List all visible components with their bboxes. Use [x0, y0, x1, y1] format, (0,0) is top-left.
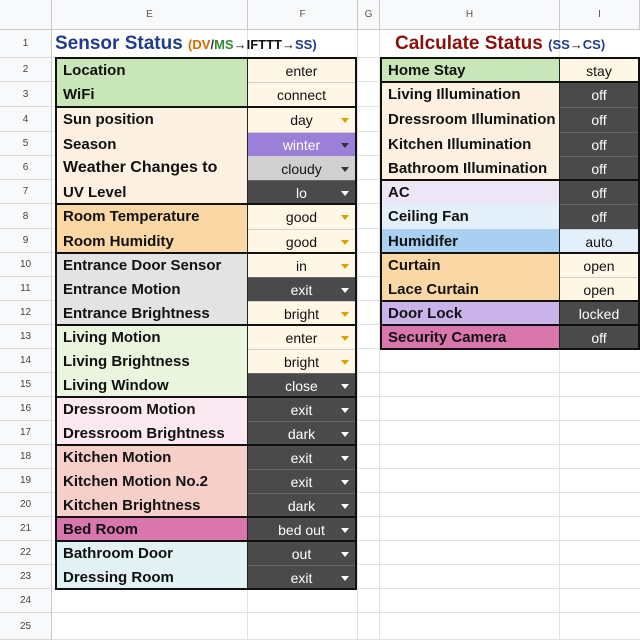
sensor-label-living-motion: Living Motion: [57, 325, 248, 349]
sensor-value-text: enter: [285, 329, 318, 346]
gridline-row: [52, 613, 640, 640]
subtitle-open: (: [548, 37, 553, 52]
row-header-20[interactable]: 20: [0, 493, 52, 517]
row-header-25[interactable]: 25: [0, 613, 52, 640]
sensor-value-text: bed out: [278, 521, 325, 538]
column-header-i[interactable]: I: [560, 0, 640, 30]
calc-label-humidifer: Humidifer: [382, 229, 560, 253]
row-header-22[interactable]: 22: [0, 541, 52, 565]
sensor-group-border: [55, 324, 357, 398]
subtitle-dv: DV: [192, 37, 211, 52]
calc-value-text: auto: [585, 233, 613, 250]
calc-value-text: off: [591, 209, 607, 225]
sensor-label-dressroom-motion: Dressroom Motion: [57, 397, 248, 421]
calc-label-ac: AC: [382, 180, 560, 204]
subtitle-cs: CS: [582, 37, 601, 52]
calc-label-home-stay: Home Stay: [382, 58, 560, 82]
subtitle-ms: MS: [214, 37, 234, 52]
subtitle-open: (: [188, 37, 193, 52]
sensor-value-text: good: [285, 209, 318, 225]
calc-label-curtain: Curtain: [382, 253, 560, 277]
sensor-value-text: winter: [282, 136, 321, 153]
calc-value-text: locked: [578, 305, 620, 322]
calc-value-text: stay: [586, 62, 612, 79]
column-header-h[interactable]: H: [380, 0, 560, 30]
row-header-15[interactable]: 15: [0, 373, 52, 397]
calc-label-security-camera: Security Camera: [382, 325, 560, 349]
sensor-value-text: exit: [290, 281, 313, 298]
sensor-value-text: good: [285, 233, 318, 250]
row-header-10[interactable]: 10: [0, 253, 52, 277]
column-header-e[interactable]: E: [52, 0, 248, 30]
sensor-group-border: [55, 57, 357, 108]
column-header-f[interactable]: F: [248, 0, 358, 30]
sensor-group-border: [55, 396, 357, 446]
row-header-19[interactable]: 19: [0, 469, 52, 493]
sensor-label-season: Season: [57, 132, 248, 156]
sensor-value-text: in: [296, 257, 307, 274]
sensor-label-living-brightness: Living Brightness: [57, 349, 248, 373]
row-header-1[interactable]: 1: [0, 30, 52, 58]
gridline-col: [357, 30, 358, 640]
row-header-18[interactable]: 18: [0, 445, 52, 469]
sensor-group-border: [55, 540, 357, 590]
subtitle-arrow: →IFTTT→: [233, 37, 295, 52]
row-header-21[interactable]: 21: [0, 517, 52, 541]
row-header-14[interactable]: 14: [0, 349, 52, 373]
sensor-label-bathroom-door: Bathroom Door: [57, 541, 248, 565]
gridline-row: [52, 589, 640, 613]
sensor-label-kitchen-motion-no-2: Kitchen Motion No.2: [57, 469, 248, 493]
sensor-group-border: [55, 252, 357, 326]
calc-label-lace-curtain: Lace Curtain: [382, 277, 560, 301]
sensor-title-subtitle: [188, 37, 317, 52]
row-header-23[interactable]: 23: [0, 565, 52, 589]
sensor-label-sun-position: Sun position: [57, 107, 248, 132]
sensor-label-location: Location: [57, 58, 248, 82]
row-header-6[interactable]: 6: [0, 156, 52, 180]
sensor-status-title: [55, 33, 317, 55]
sensor-value-text: dark: [287, 497, 316, 514]
sensor-label-entrance-motion: Entrance Motion: [57, 277, 248, 301]
row-header-24[interactable]: 24: [0, 589, 52, 613]
row-header-12[interactable]: 12: [0, 301, 52, 325]
sensor-group-border: [55, 203, 357, 254]
calc-group-border: [380, 324, 640, 350]
sensor-value-text: day: [290, 112, 313, 128]
subtitle-ss: SS: [294, 37, 313, 52]
calc-group-border: [380, 57, 640, 83]
sensor-label-room-humidity: Room Humidity: [57, 229, 248, 253]
calc-label-dressroom-illumination: Dressroom Illumination: [382, 107, 560, 132]
sensor-group-border: [55, 106, 357, 205]
sensor-value-text: connect: [276, 87, 327, 103]
sensor-value-text: dark: [287, 425, 316, 442]
sensor-value-text: exit: [290, 569, 313, 586]
row-header-4[interactable]: 4: [0, 107, 52, 132]
sensor-value-text: cloudy: [281, 160, 322, 177]
row-header-2[interactable]: 2: [0, 58, 52, 82]
row-header-16[interactable]: 16: [0, 397, 52, 421]
sensor-value-text: lo: [296, 184, 307, 201]
select-all-corner[interactable]: [0, 0, 52, 30]
calc-label-ceiling-fan: Ceiling Fan: [382, 204, 560, 229]
sensor-label-kitchen-motion: Kitchen Motion: [57, 445, 248, 469]
row-header-13[interactable]: 13: [0, 325, 52, 349]
sensor-label-wifi: WiFi: [57, 82, 248, 107]
calc-value-text: off: [591, 112, 607, 128]
sensor-label-bed-room: Bed Room: [57, 517, 248, 541]
sensor-value-text: bright: [283, 353, 320, 370]
sensor-value-text: close: [285, 377, 318, 394]
subtitle-slash: /: [210, 37, 215, 52]
calc-label-door-lock: Door Lock: [382, 301, 560, 325]
calc-label-living-illumination: Living Illumination: [382, 82, 560, 107]
calc-value-text: off: [591, 136, 607, 153]
subtitle-arrow: →: [569, 37, 583, 52]
sensor-label-room-temperature: Room Temperature: [57, 204, 248, 229]
calc-value-text: open: [583, 257, 615, 274]
sensor-label-living-window: Living Window: [57, 373, 248, 397]
calc-value-text: open: [583, 281, 615, 298]
calc-value-text: off: [591, 160, 607, 177]
sensor-value-text: out: [291, 545, 312, 562]
sensor-label-entrance-brightness: Entrance Brightness: [57, 301, 248, 325]
sensor-value-text: exit: [290, 473, 313, 490]
calc-value-text: off: [591, 184, 607, 201]
subtitle-close: ): [600, 37, 606, 52]
sensor-label-kitchen-brightness: Kitchen Brightness: [57, 493, 248, 517]
row-header-8[interactable]: 8: [0, 204, 52, 229]
row-header-9[interactable]: 9: [0, 229, 52, 253]
sensor-label-entrance-door-sensor: Entrance Door Sensor: [57, 253, 248, 277]
sensor-value-text: enter: [285, 62, 318, 79]
calc-title-subtitle: [548, 37, 605, 52]
calc-group-border: [380, 300, 640, 326]
calc-title-text: Calculate Status: [395, 33, 543, 54]
sensor-title-text: Sensor Status: [55, 33, 183, 54]
sensor-label-weather-changes-to: Weather Changes to: [57, 156, 248, 180]
calc-label-bathroom-illumination: Bathroom Illumination: [382, 156, 560, 180]
row-header-7[interactable]: 7: [0, 180, 52, 204]
sensor-value-text: exit: [290, 449, 313, 466]
sensor-label-uv-level: UV Level: [57, 180, 248, 204]
calculate-status-title: [395, 33, 605, 55]
calc-label-kitchen-illumination: Kitchen Illumination: [382, 132, 560, 156]
calc-group-border: [380, 81, 640, 181]
row-header-17[interactable]: 17: [0, 421, 52, 445]
row-header-11[interactable]: 11: [0, 277, 52, 301]
sensor-group-border: [55, 516, 357, 542]
column-header-g[interactable]: G: [358, 0, 380, 30]
subtitle-ss: SS: [552, 37, 570, 52]
sensor-label-dressing-room: Dressing Room: [57, 565, 248, 589]
calc-group-border: [380, 179, 640, 254]
calc-group-border: [380, 252, 640, 302]
row-header-5[interactable]: 5: [0, 132, 52, 156]
calc-value-text: off: [591, 87, 607, 103]
calc-value-text: off: [591, 329, 607, 346]
sensor-label-dressroom-brightness: Dressroom Brightness: [57, 421, 248, 445]
sensor-value-text: bright: [283, 305, 320, 322]
subtitle-close: ): [312, 37, 317, 52]
sensor-value-text: exit: [290, 401, 313, 418]
sensor-group-border: [55, 444, 357, 518]
row-header-3[interactable]: 3: [0, 82, 52, 107]
